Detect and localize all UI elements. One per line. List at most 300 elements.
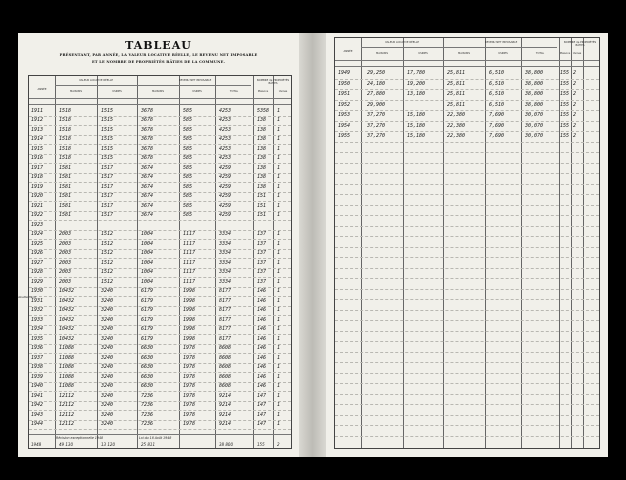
table-row [29, 391, 291, 401]
cell-nb-m: 147 [257, 421, 267, 428]
book-gutter [299, 33, 326, 457]
cell-vl-m: 1518 [59, 107, 72, 114]
cell-vl-m: 1581 [59, 174, 72, 181]
cell-vl-m: 29,900 [367, 101, 386, 108]
table-row [29, 192, 291, 202]
cell-nb-m: 138 [257, 126, 267, 133]
cell-rn-m: 3674 [141, 174, 154, 181]
cell-vl-u: 3240 [101, 383, 114, 390]
cell-rn-m: 22,380 [447, 112, 466, 119]
cell-rn-u: 585 [183, 202, 193, 209]
cell-nb-m: 138 [257, 164, 267, 171]
cell-rn-m: 1004 [141, 269, 154, 276]
cell-nb-m: 151 [257, 212, 267, 219]
cell-annee: 1930 [31, 288, 44, 295]
cell-rn-t: 8608 [219, 383, 232, 390]
cell-nb-m: 146 [257, 383, 267, 390]
cell-vl-u: 1517 [101, 164, 114, 171]
cell-annee: 1922 [31, 212, 44, 219]
cell-nb-u: 2 [573, 91, 577, 98]
cell-nb-u: 1 [277, 288, 281, 295]
cell-rn-u: 1978 [183, 354, 196, 361]
cell-rn-m: 25,811 [447, 70, 466, 77]
cell-nb-m: 155 [560, 70, 570, 77]
cell-annee: 1937 [31, 354, 44, 361]
subtitle-1: PRÉSENTANT, PAR ANNÉE, LA VALEUR LOCATIVE RÉELLE, LE REVENU NET IMPOSABLE [59, 53, 258, 57]
cell-nb-m: 138 [257, 174, 267, 181]
cell-rn-u: 585 [183, 136, 193, 143]
table-row [29, 249, 291, 259]
cell-vl-m: 10432 [59, 326, 75, 333]
cell-annee: 1925 [31, 240, 44, 247]
cell-rn-u: 585 [183, 126, 193, 133]
table-row [29, 306, 291, 316]
cell-rn-u: 1978 [183, 392, 196, 399]
cell-vl-u: 1512 [101, 231, 114, 238]
right-table [334, 37, 600, 449]
cell-nb-u: 1 [277, 231, 281, 238]
cell-nb-u: 1 [277, 373, 281, 380]
cell-vl-m: 1518 [59, 126, 72, 133]
cell-annee: 1915 [31, 145, 44, 152]
cell-rn-m: 6179 [141, 288, 154, 295]
cell-nb-u: 1 [277, 345, 281, 352]
cell-rn-u: 1117 [183, 250, 196, 257]
cell-vl-m: 12112 [59, 392, 75, 399]
table-row [29, 344, 291, 354]
cell-nb-m: 138 [257, 155, 267, 162]
cell-vl-u: 3240 [101, 316, 114, 323]
cell-rn-t: 4259 [219, 183, 232, 190]
header-revenu-net: REVENU NET IMPOSABLE [178, 79, 212, 82]
cell-rn-t: 4259 [219, 202, 232, 209]
cell-vl-u: 1517 [101, 183, 114, 190]
cell-nb-u: 1 [277, 259, 281, 266]
cell-nb-u: 1 [277, 278, 281, 285]
table-row [29, 410, 291, 420]
cell-rn-m: 6630 [141, 383, 154, 390]
cell-rn-t: 4253 [219, 126, 232, 133]
cell-vl-u: 1515 [101, 117, 114, 124]
cell-vl-u: 3240 [101, 411, 114, 418]
table-row [29, 182, 291, 192]
cell-annee: 1941 [31, 392, 44, 399]
cell-nb-m: 146 [257, 297, 267, 304]
cell-annee: 1949 [338, 70, 351, 77]
right-page [326, 33, 608, 457]
cell-nb-m: 138 [257, 117, 267, 124]
header-vl-maisons: MAISONS [69, 90, 83, 93]
cell-nb-m: 146 [257, 354, 267, 361]
table-row [29, 382, 291, 392]
cell-rn-u: 1998 [183, 297, 196, 304]
cell-nb-u: 1 [277, 155, 281, 162]
cell-rn-m: 6179 [141, 326, 154, 333]
cell-vl-m: 2003 [59, 269, 72, 276]
cell-rn-m: 1004 [141, 250, 154, 257]
cell-rn-t: 3334 [219, 231, 232, 238]
cell-annee: 1926 [31, 250, 44, 257]
cell-vl-u: 1517 [101, 202, 114, 209]
cell-rn-u: 1978 [183, 364, 196, 371]
cell-rn-t: 8177 [219, 307, 232, 314]
cell-vl-u: 3240 [101, 402, 114, 409]
cell-rn-u: 1978 [183, 402, 196, 409]
cell-rn-m: 6630 [141, 364, 154, 371]
cell-nb-u: 1 [277, 421, 281, 428]
cell-rn-u: 585 [183, 164, 193, 171]
cell-vl-m: 24,180 [367, 80, 386, 87]
cell-rn-t: 3334 [219, 259, 232, 266]
cell-rn-t: 38,800 [525, 70, 544, 77]
cell-rn-m: 3674 [141, 164, 154, 171]
cell-annee: 1923 [31, 221, 44, 228]
cell-nb-m: 151 [257, 202, 267, 209]
r-header-annee: ANNÉE [343, 50, 353, 53]
cell-nb-u: 1 [277, 411, 281, 418]
cell-nb-u: 1 [277, 250, 281, 257]
cell-nb-m: 146 [257, 288, 267, 295]
bottom-note-text: Révision exceptionnelle 1948 [56, 436, 104, 440]
cell-rn-m: 3674 [141, 212, 154, 219]
left-page [18, 33, 299, 457]
table-row [29, 201, 291, 211]
cell-vl-m: 2003 [59, 240, 72, 247]
cell-nb-u: 1 [277, 145, 281, 152]
table-row [335, 89, 599, 100]
cell-annee: 1929 [31, 278, 44, 285]
cell-rn-t: 30,070 [525, 122, 544, 129]
header-rn-total: TOTAL [229, 90, 239, 93]
cell-nb-m: 155 [560, 112, 570, 119]
cell-rn-m: 25,811 [447, 91, 466, 98]
cell-nb-m: 5358 [257, 107, 270, 114]
cell-nb-u: 1 [277, 212, 281, 219]
cell-nb-m: 137 [257, 278, 267, 285]
cell-nb-m: 138 [257, 183, 267, 190]
cell-vl-m: 1581 [59, 193, 72, 200]
cell-rn-t: 4253 [219, 155, 232, 162]
cell-rn-m: 25,811 [447, 80, 466, 87]
cell-rn-t: 30,070 [525, 112, 544, 119]
r-header-rn-usines: USINES [498, 52, 508, 55]
cell-vl-u: 3240 [101, 335, 114, 342]
cell-rn-t: 9214 [219, 392, 232, 399]
cell-rn-u: 585 [183, 155, 193, 162]
cell-nb-u: 1 [277, 174, 281, 181]
cell-rn-u: 1978 [183, 421, 196, 428]
cell-rn-m: 7236 [141, 411, 154, 418]
cell-rn-t: 4253 [219, 136, 232, 143]
cell-vl-u: 3240 [101, 326, 114, 333]
cell-nb-m: 147 [257, 402, 267, 409]
cell-annee: 1912 [31, 117, 44, 124]
table-row [335, 100, 599, 111]
cell-rn-t: 8177 [219, 297, 232, 304]
cell-annee: 1938 [31, 364, 44, 371]
cell-vl-m: 1581 [59, 183, 72, 190]
cell-vl-u: 3240 [101, 345, 114, 352]
cell-vl-u: 1515 [101, 155, 114, 162]
cell-nb-u: 1 [277, 269, 281, 276]
cell-rn-m: 1004 [141, 240, 154, 247]
cell-rn-u: 6,510 [489, 101, 505, 108]
cell-vl-u: 13,180 [407, 91, 426, 98]
cell-nb-m: 147 [257, 411, 267, 418]
cell-rn-m: 1004 [141, 259, 154, 266]
cell-vl-u: 1512 [101, 278, 114, 285]
cell-rn-t: 3334 [219, 240, 232, 247]
cell-vl-u: 3240 [101, 288, 114, 295]
header-nombre: NOMBRE de PROPRIÉTÉS BÂTIES [256, 79, 290, 85]
cell-rn-m: 6179 [141, 335, 154, 342]
cell-rn-t: 38,800 [525, 101, 544, 108]
cell-annee: 1935 [31, 335, 44, 342]
cell-vl-m: 11088 [59, 345, 75, 352]
cell-vl-m: 1518 [59, 136, 72, 143]
cell-nb-u: 1 [277, 307, 281, 314]
cell-vl-m: 1518 [59, 155, 72, 162]
cell-rn-u: 1117 [183, 269, 196, 276]
table-row [29, 173, 291, 183]
cell-rn-u: 6,510 [489, 80, 505, 87]
header-valeur-locative: VALEUR LOCATIVE RÉELLE [79, 79, 113, 82]
cell-rn-t: 8177 [219, 326, 232, 333]
cell-rn-u: 1978 [183, 373, 196, 380]
cell-annee: 1921 [31, 202, 44, 209]
table-row [29, 106, 291, 116]
cell-nb-u: 1 [277, 335, 281, 342]
cell-nb-m: 155 [560, 133, 570, 140]
cell-rn-t: 8177 [219, 316, 232, 323]
cell-vl-m: 12112 [59, 411, 75, 418]
cell-nb-u: 1 [277, 164, 281, 171]
cell-rn-t: 30,070 [525, 133, 544, 140]
cell-rn-t: 4259 [219, 193, 232, 200]
cell-vl-u: 15,180 [407, 112, 426, 119]
cell-annee: 1913 [31, 126, 44, 133]
cell-rn-m: 6630 [141, 345, 154, 352]
cell-rn-m: 1004 [141, 231, 154, 238]
bottom-note-rn-maisons: 25 811 [141, 442, 155, 447]
header-nb-maisons: Maisons [257, 90, 269, 93]
cell-rn-t: 3334 [219, 278, 232, 285]
cell-vl-m: 1518 [59, 117, 72, 124]
cell-vl-u: 1512 [101, 259, 114, 266]
cell-annee: 1939 [31, 373, 44, 380]
header-rn-maisons: MAISONS [151, 90, 165, 93]
table-row [29, 230, 291, 240]
cell-nb-m: 146 [257, 326, 267, 333]
cell-rn-t: 9214 [219, 411, 232, 418]
cell-vl-m: 10432 [59, 335, 75, 342]
cell-nb-u: 2 [573, 133, 577, 140]
left-table [28, 75, 292, 449]
r-header-rn-total: TOTAL [535, 52, 545, 55]
cell-nb-u: 1 [277, 107, 281, 114]
cell-vl-m: 10432 [59, 307, 75, 314]
table-row [29, 420, 291, 430]
r-header-nombre: NOMBRE de PROPRIÉTÉS BÂTIES [563, 41, 597, 47]
cell-annee: 1940 [31, 383, 44, 390]
cell-rn-u: 585 [183, 193, 193, 200]
cell-vl-m: 1581 [59, 212, 72, 219]
cell-nb-m: 155 [560, 80, 570, 87]
cell-nb-m: 146 [257, 307, 267, 314]
cell-rn-u: 1117 [183, 231, 196, 238]
cell-annee: 1920 [31, 193, 44, 200]
cell-rn-u: 585 [183, 145, 193, 152]
cell-nb-u: 2 [573, 101, 577, 108]
cell-rn-t: 8608 [219, 345, 232, 352]
cell-nb-m: 151 [257, 193, 267, 200]
cell-nb-u: 1 [277, 183, 281, 190]
cell-annee: 1924 [31, 231, 44, 238]
cell-vl-u: 3240 [101, 297, 114, 304]
cell-rn-u: 1978 [183, 411, 196, 418]
cell-nb-u: 1 [277, 297, 281, 304]
cell-vl-m: 37,270 [367, 112, 386, 119]
cell-rn-m: 3674 [141, 193, 154, 200]
cell-rn-m: 1004 [141, 278, 154, 285]
cell-vl-m: 37,270 [367, 122, 386, 129]
cell-rn-u: 585 [183, 117, 193, 124]
cell-rn-u: 1117 [183, 259, 196, 266]
page-title: TABLEAU [125, 39, 192, 52]
cell-rn-u: 585 [183, 183, 193, 190]
cell-vl-m: 12112 [59, 402, 75, 409]
r-header-valeur-locative: VALEUR LOCATIVE RÉELLE [385, 41, 419, 44]
cell-rn-m: 7236 [141, 421, 154, 428]
cell-annee: 1934 [31, 326, 44, 333]
r-header-nb-maisons: Maisons [559, 52, 571, 55]
cell-nb-u: 1 [277, 240, 281, 247]
cell-nb-u: 1 [277, 364, 281, 371]
cell-nb-u: 1 [277, 117, 281, 124]
cell-rn-t: 4253 [219, 107, 232, 114]
cell-nb-m: 155 [560, 91, 570, 98]
cell-rn-m: 25,811 [447, 101, 466, 108]
table-row [29, 372, 291, 382]
cell-rn-t: 3334 [219, 250, 232, 257]
cell-rn-m: 3678 [141, 126, 154, 133]
cell-rn-m: 3678 [141, 117, 154, 124]
cell-nb-m: 146 [257, 335, 267, 342]
cell-rn-t: 4253 [219, 117, 232, 124]
cell-rn-u: 7,690 [489, 133, 505, 140]
cell-nb-u: 1 [277, 316, 281, 323]
cell-rn-m: 22,380 [447, 133, 466, 140]
cell-nb-u: 2 [573, 112, 577, 119]
cell-vl-u: 1515 [101, 126, 114, 133]
cell-rn-u: 1117 [183, 278, 196, 285]
table-row [335, 68, 599, 79]
cell-vl-u: 15,180 [407, 133, 426, 140]
cell-rn-u: 6,510 [489, 70, 505, 77]
cell-nb-u: 2 [573, 80, 577, 87]
table-row [335, 79, 599, 90]
bottom-note-nb-maisons: 155 [257, 442, 265, 447]
cell-rn-u: 1998 [183, 326, 196, 333]
table-row [29, 163, 291, 173]
cell-nb-m: 146 [257, 345, 267, 352]
cell-rn-t: 8608 [219, 354, 232, 361]
cell-vl-m: 2003 [59, 278, 72, 285]
cell-vl-m: 27,880 [367, 91, 386, 98]
cell-annee: 1936 [31, 345, 44, 352]
r-header-vl-maisons: MAISONS [375, 52, 389, 55]
cell-nb-m: 146 [257, 316, 267, 323]
cell-vl-m: 1581 [59, 164, 72, 171]
cell-annee: 1916 [31, 155, 44, 162]
cell-rn-t: 8177 [219, 288, 232, 295]
cell-rn-m: 3678 [141, 155, 154, 162]
bottom-note-vl-maisons: 49 130 [59, 442, 73, 447]
cell-nb-m: 146 [257, 364, 267, 371]
cell-rn-m: 6630 [141, 354, 154, 361]
cell-vl-m: 29,250 [367, 70, 386, 77]
cell-nb-m: 137 [257, 259, 267, 266]
table-row [29, 315, 291, 325]
table-row [29, 353, 291, 363]
cell-rn-u: 1117 [183, 240, 196, 247]
cell-vl-m: 2003 [59, 259, 72, 266]
cell-nb-m: 137 [257, 250, 267, 257]
cell-rn-m: 3678 [141, 107, 154, 114]
cell-nb-u: 1 [277, 402, 281, 409]
table-row [29, 334, 291, 344]
cell-vl-m: 2003 [59, 250, 72, 257]
cell-rn-m: 3678 [141, 145, 154, 152]
cell-nb-m: 155 [560, 101, 570, 108]
cell-rn-m: 6630 [141, 373, 154, 380]
table-row [335, 110, 599, 121]
cell-rn-u: 7,690 [489, 112, 505, 119]
cell-annee: 1952 [338, 101, 351, 108]
cell-annee: 1919 [31, 183, 44, 190]
cell-annee: 1914 [31, 136, 44, 143]
cell-nb-u: 1 [277, 126, 281, 133]
table-row [29, 239, 291, 249]
cell-vl-m: 10432 [59, 297, 75, 304]
cell-nb-u: 1 [277, 202, 281, 209]
table-row [29, 287, 291, 297]
margin-note: Abattement [18, 295, 36, 299]
cell-annee: 1944 [31, 421, 44, 428]
cell-rn-u: 1998 [183, 335, 196, 342]
cell-annee: 1955 [338, 133, 351, 140]
bottom-note-nb-usines: 2 [277, 442, 280, 447]
cell-annee: 1951 [338, 91, 351, 98]
cell-nb-m: 155 [560, 122, 570, 129]
cell-rn-u: 1998 [183, 316, 196, 323]
table-row [29, 144, 291, 154]
cell-nb-m: 147 [257, 392, 267, 399]
r-header-nb-usines: Usines [572, 52, 582, 55]
cell-nb-u: 2 [573, 122, 577, 129]
cell-annee: 1928 [31, 269, 44, 276]
cell-rn-t: 8608 [219, 364, 232, 371]
cell-annee: 1954 [338, 122, 351, 129]
cell-vl-u: 1515 [101, 107, 114, 114]
table-row [29, 325, 291, 335]
cell-rn-m: 3674 [141, 202, 154, 209]
cell-nb-u: 1 [277, 383, 281, 390]
cell-vl-u: 1515 [101, 145, 114, 152]
table-row [335, 121, 599, 132]
cell-vl-m: 10432 [59, 316, 75, 323]
cell-vl-m: 11088 [59, 364, 75, 371]
